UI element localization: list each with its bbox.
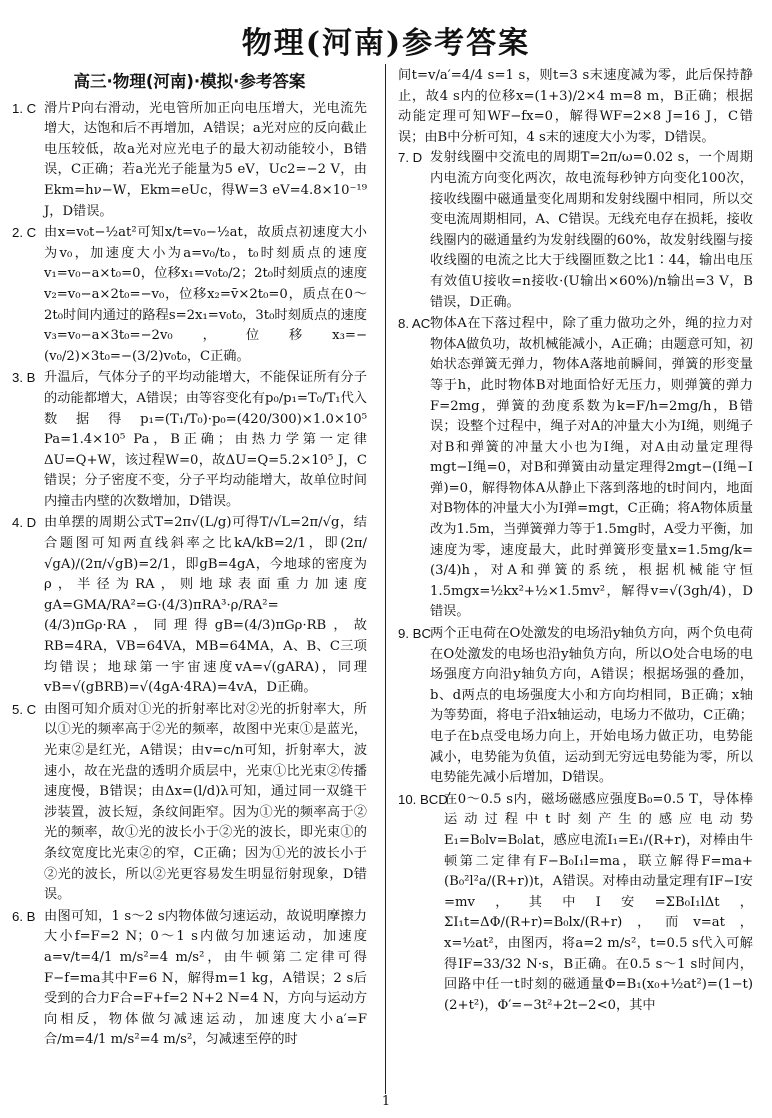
right-column — [398, 66, 753, 1017]
answer-text: 由x=v₀t−½at²可知x/t=v₀−½at，故质点初速度大小为v₀，加速度大小为a=v₀/t₀，t₀时刻质点的速度v₁=v₀−a×t₀=0，位移x₁=v₀t₀/2；2t₀时刻质点的速度v₂=v₀−a×2t₀=−v₀，位移x₂=v̄×2t₀=0，质点在0～2t₀时间内通过的路程s=2x₁=v₀t₀，3t₀时刻质点的速度v₃=v₀−a×3t₀=−2v₀，位移x₃=−(v₀/2)×3t₀=−(3/2)v₀t₀，C正确。 — [44, 225, 367, 364]
answer-item-6-continued — [398, 66, 753, 148]
answer-text: 间t=v/a′=4/4 s=1 s，则t=3 s末速度减为零，此后保持静止，故4 s内的位移x=(1+3)/2×4 m=8 m，B正确；根据动能定理可知WF−fx=0，解得WF=2×8 J=16 J，C错误；由B中分析可知，4 s末的速度大小为零，D错误。 — [398, 68, 753, 145]
answer-item-1 — [12, 99, 367, 223]
page-number: 1 — [381, 1094, 391, 1109]
left-column — [12, 66, 367, 1052]
answer-text: 滑片P向右滑动，光电管所加正向电压增大，光电流先增大，达饱和后不再增加，A错误；a光对应的反向截止电压较低，故a光对应光电子的最大初动能较小，B错误，C正确；若a光光子能量为5 eV，Uc2=−2 V，由Ekm=hν−W，Ekm=eUc，得W=3 eV=4.8×10⁻¹⁹ J，D错误。 — [44, 100, 367, 219]
answer-text: 由单摆的周期公式T=2π√(L/g)可得T/√L=2π/√g，结合题图可知两直线斜率之比kA/kB=2/1，即(2π/√gA)/(2π/√gB)=2/1，即gB=4gA，今地球的密度为ρ，半径为RA，则地球表面重力加速度gA=GMA/RA²=G·(4/3)πRA³·ρ/RA²=(4/3)πGρ·RA，同理得gB=(4/3)πGρ·RB，故RB=4RA，VB=64VA，MB=64MA，A、B、C三项均错误；地球第一宇宙速度vA=√(gARA)，同理vB=√(gBRB)=√(4gA·4RA)=4vA，D正确。 — [44, 515, 367, 696]
answer-item-4 — [12, 513, 367, 698]
answer-item-2 — [12, 223, 367, 367]
answer-number: 6. B — [12, 908, 36, 924]
answer-number: 9. BC — [398, 626, 431, 642]
section-title: 高三·物理(河南)·模拟·参考答案 — [73, 72, 306, 91]
answer-text: 物体A在下落过程中，除了重力做功之外，绳的拉力对物体A做负功，故机械能减小，A正确；由题意可知，初始状态弹簧无弹力，物体A落地前瞬间，弹簧的形变量等于h，此时物体B对地面恰好无压力，则弹簧的弹力F=2mg，弹簧的劲度系数为k=F/h=2mg/h，B错误；设整个过程中，绳子对A的冲量大小为I绳，则绳子对B和弹簧的冲量大小也为I绳，对A由动量定理得mgt−I绳=0，对B和弹簧由动量定理得2mgt−(I绳−I弹)=0，解得物体A从静止下落到落地的t时间内，地面对B物体的冲量大小为I弹=mgt，C正确；将A物体质量改为1.5m，当弹簧弹力等于1.5mg时，A受力平衡，加速度为零，速度最大，此时弹簧形变量x=1.5mg/k=(3/4)h，对A和弹簧的系统，根据机械能守恒1.5mgx=½kx²+½×1.5mv²，解得v=√(3gh/4)，D错误。 — [430, 316, 753, 620]
answer-number: 5. C — [12, 701, 37, 717]
answer-number: 4. D — [12, 515, 37, 531]
answer-text: 由图可知介质对①光的折射率比对②光的折射率大，所以①光的频率高于②光的频率，故图中光束①是蓝光，光束②是红光，A错误；由v=c/n可知，折射率大，波速小，故在光盘的透明介质层中，光束①比光束②传播速度慢，B错误；由Δx=(l/d)λ可知，通过同一双缝干涉装置，波长短，条纹间距窄。因为①光的频率高于②光的频率，故①光的波长小于②光的波长，即光束①的条纹宽度比光束②的窄，C正确；因为①光的波长小于②光的波长，所以②光更容易发生明显衍射现象，D错误。 — [44, 701, 367, 903]
answer-text: 两个正电荷在O处激发的电场沿y轴负方向，两个负电荷在O处激发的电场也沿y轴负方向，所以O处合电场的电场强度方向沿y轴负方向，A错误；根据场强的叠加，b、d两点的电场强度大小和方向均相同，B正确；x轴为等势面，将电子沿x轴运动，电场力不做功，C正确；电子在b点受电场力向上，开始电场力做正功，电势能减小，电势能为负值，运动到无穷远电势能为零，所以电势能先减小后增加，D错误。 — [430, 626, 753, 786]
answer-item-7 — [398, 148, 753, 313]
answer-text: 由图可知，1 s～2 s内物体做匀速运动，故说明摩擦力大小f=F=2 N；0～1 s内做匀加速运动，加速度a=v/t=4/1 m/s²=4 m/s²，由牛顿第二定律可得F−f=ma其中F=6 N，解得m=1 kg，A错误；2 s后受到的合力F合=F+f=2 N+2 N=4 N，方向与运动方向相反，物体做匀减速运动，加速度大小a′=F合/m=4/1 m/s²=4 m/s²，匀减速至停的时 — [44, 908, 367, 1048]
answer-number: 7. D — [398, 150, 423, 166]
answer-text: 发射线圈中交流电的周期T=2π/ω=0.02 s，一个周期内电流方向变化两次，故电流每秒钟方向变化100次，接收线圈中磁通量变化周期和发射线圈中相同，所以交变电流周期相同，A、C错误。无线充电存在损耗，接收线圈内的磁通量约为发射线圈的60%，故发射线圈与接收线圈的电流之比大于线圈匝数之比1∶44，输出电压有效值U接收=n接收·(U输出×60%)/n输出=3 V，B错误，D正确。 — [430, 150, 753, 310]
answer-text: 升温后，气体分子的平均动能增大，不能保证所有分子的动能都增大，A错误；由等容变化有p₀/p₁=T₀/T₁代入数据得p₁=(T₁/T₀)·p₀=(420/300)×1.0×10⁵ Pa=1.4×10⁵ Pa，B正确；由热力学第一定律ΔU=Q+W，该过程W=0，故ΔU=Q=5.2×10⁵ J，C错误；分子密度不变，分子平均动能增大，故单位时间内撞击内壁的次数增加，D错误。 — [44, 370, 367, 509]
answer-item-9 — [398, 624, 753, 789]
answer-number: 10. BCD — [398, 791, 448, 807]
column-divider — [385, 64, 386, 1094]
answer-item-6 — [12, 907, 367, 1051]
answer-number: 2. C — [12, 225, 37, 241]
answer-item-5 — [12, 700, 367, 906]
answer-item-3 — [12, 368, 367, 512]
answer-text: 在0～0.5 s内，磁场磁感应强度B₀=0.5 T，导体棒运动过程中t时刻产生的感应电动势E₁=B₀lv=B₀lat，感应电流I₁=E₁/(R+r)，对棒由牛顿第二定律有F−B₀I₁l=ma，联立解得F=ma+(B₀²l²a/(R+r))t，A错误。对棒由动量定理有IF−I安=mv，其中I安=ΣB₀I₁lΔt，ΣI₁t=ΔΦ/(R+r)=B₀lx/(R+r)，而v=at，x=½at²，由图丙，将a=2 m/s²，t=0.5 s代入可解得IF=33/32 N·s，B正确。在0.5 s～1 s时间内，回路中任一t时刻的磁通量Φ=B₁(x₀+½at²)=(1−t)(2+t²)，Φ′=−3t²+2t−2<0，其中 — [444, 791, 753, 1013]
answer-item-8 — [398, 314, 753, 623]
answer-number: 8. AC — [398, 316, 431, 332]
answer-number: 3. B — [12, 370, 36, 386]
page-title: 物理(河南)参考答案 — [241, 26, 531, 61]
answer-item-10 — [398, 790, 753, 1017]
answer-number: 1. C — [12, 100, 37, 116]
